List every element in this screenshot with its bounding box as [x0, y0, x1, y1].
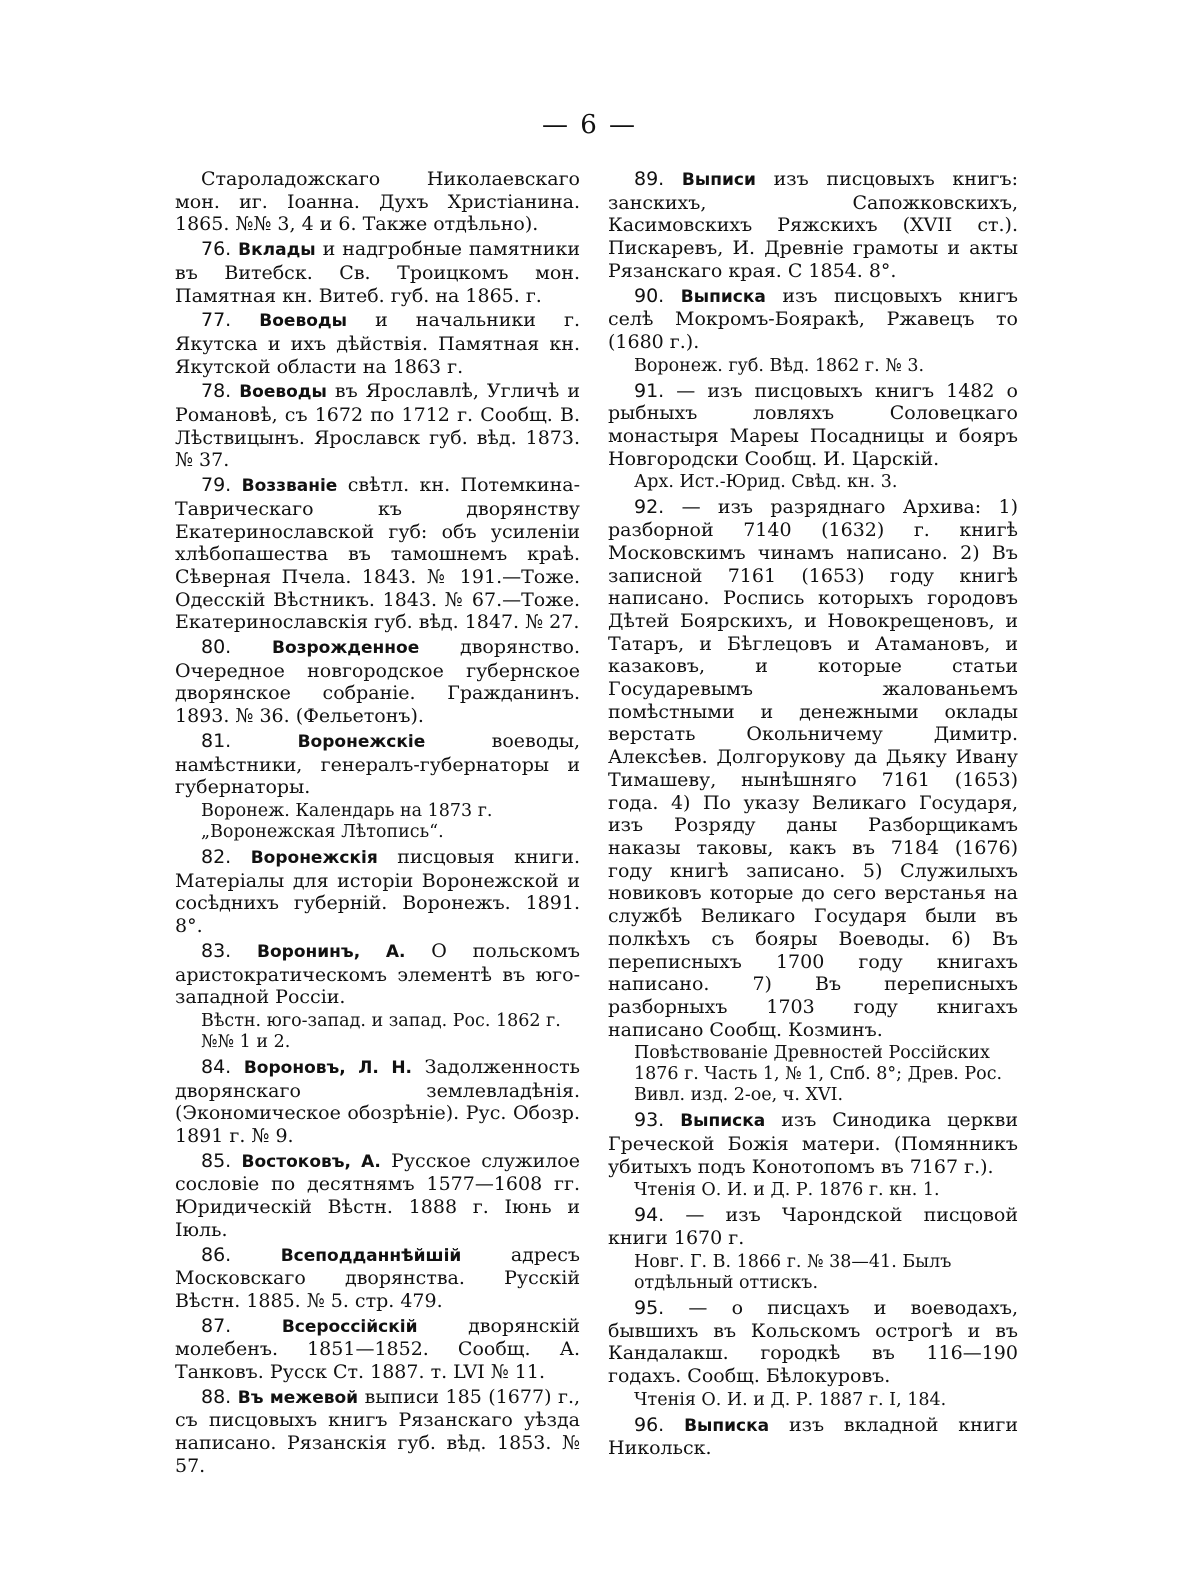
entry-number: 90. — [634, 284, 665, 307]
entry-heading: Воронежскія — [250, 847, 378, 868]
bibliography-entry — [175, 380, 580, 472]
entry-text: Арх. Ист.-Юрид. Свѣд. кн. 3. — [634, 472, 898, 493]
bibliography-entry — [175, 474, 580, 634]
entry-text: Воронеж. губ. Вѣд. 1862 г. № 3. — [634, 355, 925, 376]
entry-number: 82. — [201, 845, 232, 868]
page-number: — 6 — — [541, 110, 638, 140]
entry-heading: Всероссійскій — [281, 1316, 418, 1337]
bibliography-entry — [175, 1244, 580, 1313]
entry-heading: Воронежскіе — [297, 731, 426, 752]
entry-number: 91. — [634, 379, 665, 402]
entry-heading: Выписка — [680, 286, 766, 307]
entry-heading: Воззваніе — [241, 476, 338, 497]
entry-heading: Воронинъ, А. — [257, 941, 406, 962]
entry-text: изъ писцовыхъ книгъ: занскихъ, Сапожковскихъ, Касимовскихъ Ряжскихъ (XVII ст.). Пискаревъ, И. Древніе грамоты и акты Рязанскаго края. С 1854. 8°. — [608, 168, 1019, 282]
entry-number: 85. — [201, 1149, 232, 1172]
entry-number: 92. — [634, 496, 665, 519]
entry-heading: Выписи — [681, 170, 756, 190]
bibliography-entry — [175, 846, 580, 938]
entry-text: адресъ Московскаго дворянства. Русскій Вѣстн. 1885. № 5. стр. 479. — [175, 1243, 581, 1312]
entry-text: дворянскій молебенъ. 1851—1852. Сообщ. А. Танковъ. Русск Ст. 1887. т. LVI № 11. — [175, 1314, 581, 1384]
entry-text: — изъ писцовыхъ книгъ 1482 о рыбныхъ ловляхъ Соловецкаго монастыря Мареы Посадницы и бояръ Новгородски Сообщ. И. Царскій. — [608, 379, 1018, 470]
source-citation — [175, 801, 580, 843]
entry-number: 86. — [201, 1243, 232, 1266]
bibliography-entry — [608, 285, 1018, 354]
entry-text: изъ вкладной книги Никольск. — [608, 1413, 1019, 1460]
entry-number: 84. — [201, 1055, 232, 1078]
entry-heading: Возрожденное — [272, 638, 420, 659]
entry-text: и начальники г. Якутска и ихъ дѣйствія. Памятная кн. Якутской области на 1863 г. — [175, 309, 580, 378]
entry-text: Воронеж. Календарь на 1873 г. „Воронежская Лѣтопись“. — [201, 800, 493, 842]
source-citation — [608, 356, 1018, 377]
bibliography-entry — [175, 940, 580, 1009]
source-citation — [608, 1180, 1018, 1201]
bibliography-entry — [175, 1150, 580, 1242]
entry-number: 95. — [634, 1296, 665, 1319]
entry-text: выписи 185 (1677) г., съ писцовыхъ книгъ Рязанскаго уѣзда написано. Рязанскія губ. вѣд. 1853. № 57. — [175, 1385, 581, 1477]
entry-number: 94. — [634, 1204, 665, 1227]
bibliography-entry — [608, 1109, 1018, 1178]
entry-text: воеводы, намѣстники, генералъ-губернаторы и губернаторы. — [175, 729, 581, 799]
source-citation — [608, 472, 1018, 493]
source-citation — [608, 1252, 1018, 1294]
bibliography-entry — [175, 168, 580, 236]
entry-text: Староладожскаго Николаевскаго мон. иг. Іоанна. Духъ Христіанина. 1865. №№ 3, 4 и 6. Также отдѣльно). — [175, 168, 580, 236]
entry-number: 89. — [634, 168, 665, 190]
entry-text: изъ Синодика церкви Греческой Божія матери. (Помянникъ убитыхъ подъ Конотопомъ въ 7167 г.). — [608, 1109, 1018, 1178]
entry-text: Повѣствованіе Древностей Россійских 1876 г. Часть 1, № 1, Спб. 8°; Древ. Рос. Вивл. изд. 2-ое, ч. XVI. — [634, 1043, 1003, 1106]
entry-number: 88. — [201, 1385, 232, 1408]
bibliography-entry — [175, 636, 580, 728]
left-column — [175, 168, 580, 1480]
entry-number: 93. — [634, 1109, 665, 1132]
entry-heading: Всеподданнѣйшій — [280, 1245, 462, 1266]
bibliography-entry — [175, 309, 580, 378]
source-citation — [608, 1390, 1018, 1411]
entry-heading: Воеводы — [259, 311, 347, 332]
entry-text: Чтенія О. И. и Д. Р. 1887 г. I, 184. — [634, 1389, 947, 1410]
entry-number: 81. — [201, 729, 232, 752]
bibliography-entry — [608, 1297, 1018, 1388]
entry-number: 96. — [634, 1413, 665, 1436]
entry-heading: Востоковъ, А. — [241, 1151, 381, 1172]
entry-number: 80. — [201, 636, 232, 659]
bibliography-entry — [175, 730, 580, 799]
entry-number: 79. — [201, 474, 232, 497]
bibliography-entry — [608, 380, 1018, 471]
entry-text: свѣтл. кн. Потемкина-Таврическаго къ дворянству Екатеринославской губ: объ усиленіи хлѣбопашества въ тамошнемъ краѣ. Сѣверная Пчела. 1843. № 191.—Тоже. Одесскій Вѣстникъ. 1843. № 67.—Тоже. Екатеринославскія губ. вѣд. 1847. № 27. — [175, 474, 580, 634]
right-column-clip — [608, 160, 1019, 1460]
bibliography-entry — [608, 168, 1018, 283]
bibliography-entry — [175, 1386, 580, 1478]
entry-text: и надгробные памятники въ Витебск. Св. Троицкомъ мон. Памятная кн. Витеб. губ. на 1865. г. — [175, 238, 580, 307]
entry-number: 83. — [201, 939, 232, 962]
bibliography-entry — [175, 1056, 580, 1148]
entry-text: Вѣстн. юго-запад. и запад. Рос. 1862 г. №№ 1 и 2. — [201, 1010, 561, 1052]
entry-number: 76. — [201, 238, 232, 261]
entry-number: 78. — [201, 380, 232, 403]
entry-text: Задолженность дворянскаго землевладѣнія. (Экономическое обозрѣніе). Рус. Обозр. 1891 г. № 9. — [175, 1055, 580, 1148]
entry-number: 87. — [201, 1314, 232, 1337]
source-citation — [608, 1043, 1018, 1106]
entry-text: — изъ Чарондской писцовой книги 1670 г. — [608, 1204, 1018, 1250]
bibliography-entry — [175, 1315, 580, 1384]
right-column — [608, 168, 1018, 1462]
entry-heading: Вклады — [238, 240, 316, 261]
entry-number: 77. — [201, 309, 232, 332]
source-citation — [175, 1011, 580, 1053]
entry-heading: Въ межевой — [237, 1387, 359, 1408]
entry-text: — о писцахъ и воеводахъ, бывшихъ въ Кольскомъ острогѣ и въ Кандалакш. городкѣ въ 116—190 годахъ. Сообщ. Бѣлокуровъ. — [608, 1296, 1018, 1387]
entry-text: въ Ярославлѣ, Угличѣ и Романовѣ, съ 1672 по 1712 г. Сообщ. В. Лѣствицынъ. Ярославск губ. вѣд. 1873. № 37. — [175, 380, 580, 472]
entry-text: Русское служилое сословіе по десятнямъ 1577—1608 гг. Юридическій Вѣстн. 1888 г. Іюнь и Іюль. — [175, 1149, 580, 1241]
entry-text: дворянство. Очередное новгородское губернское дворянское собраніе. Гражданинъ. 1893. № 36. (Фельетонъ). — [175, 636, 581, 728]
entry-text: О польскомъ аристократическомъ элементѣ въ юго-западной Россіи. — [175, 939, 580, 1009]
entry-text: Новг. Г. В. 1866 г. № 38—41. Былъ отдѣльный оттискъ. — [634, 1251, 952, 1293]
bibliography-entry — [175, 238, 580, 307]
entry-heading: Воеводы — [239, 382, 327, 403]
bibliography-entry — [608, 1414, 1018, 1460]
entry-text: Чтенія О. И. и Д. Р. 1876 г. кн. 1. — [634, 1180, 940, 1201]
entry-heading: Выписка — [680, 1111, 766, 1132]
entry-heading: Выписка — [684, 1415, 770, 1436]
entry-text: — изъ разряднаго Архива: 1) разборной 7140 (1632) г. книгѣ Московскимъ чинамъ написано. 2) Въ записной 7161 (1653) году книгѣ написано. Роспись которыхъ городовъ Дѣтей Боярскихъ, и Новокрещеновъ, и Татаръ, и Бѣглецовъ и Атамановъ, и казаковъ, и которые статьи Государевымъ жалованьемъ помѣстными и денежными оклады верстать Окольничему Димитр. Алексѣев. Долгорукову да Дьяку Ивану Тимашеву, нынѣшняго 7161 (1653) года. 4) По указу Великаго Государя, изъ Розряду даны Разборщикамъ наказы таковы, какъ въ 7184 (1676) году книгѣ записано. 5) Служилыхъ новиковъ которые до сего верстанья на службѣ Великаго Государя были въ полкѣхъ съ бояры Воеводы. 6) Въ переписныхъ 1700 году книгахъ написано. 7) Въ переписныхъ разборныхъ 1703 году книгахъ написано Сообщ. Козминъ. — [608, 496, 1018, 1041]
bibliography-entry — [608, 496, 1018, 1041]
entry-text: изъ писцовыхъ книгъ селѣ Мокромъ-Бояракѣ, Ржавецъ то (1680 г.). — [608, 284, 1019, 353]
bibliography-entry — [608, 1204, 1018, 1249]
entry-text: писцовыя книги. Матеріалы для исторіи Воронежской и сосѣднихъ губерній. Воронежъ. 1891. 8°. — [175, 845, 580, 938]
entry-heading: Вороновъ, Л. Н. — [243, 1057, 413, 1078]
